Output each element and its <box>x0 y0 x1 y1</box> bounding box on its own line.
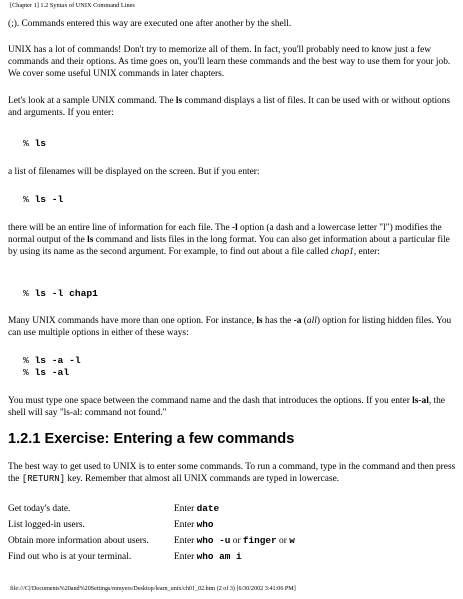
table-row <box>8 503 295 519</box>
page-footer: file:///C|/Documents%20and%20Settings/mmyers/Desktop/learn_unix/ch01_02.htm (2 of 3) [6/30/2002 3:41:06 PM] <box>10 586 296 592</box>
prompt: % <box>23 194 29 205</box>
or-label: or <box>279 536 287 546</box>
task-cell: Find out who is at your terminal. <box>8 552 132 562</box>
p5-text-b: has the <box>262 316 294 326</box>
command-cell <box>174 503 295 519</box>
p2-text-b: command displays a list of files. It can be used with or without options and arguments. If you enter: <box>8 96 451 119</box>
paragraph-0 <box>8 18 460 30</box>
prompt: % <box>23 138 29 149</box>
paragraph-7 <box>8 461 460 485</box>
paragraph-1: UNIX has a lot of commands! Don't try to memorize all of them. In fact, you'll probably need to know just a few commands and their options. As time goes on, you'll learn these commands and the best way to use them for your job. We cover some useful UNIX commands in later chapters. <box>8 45 451 80</box>
command-cell <box>174 519 295 535</box>
p5-text-c: ( <box>301 316 307 326</box>
code-ls-l-chap1 <box>23 288 98 300</box>
code-ls <box>23 138 46 150</box>
prompt: % <box>23 367 29 378</box>
prompt: % <box>23 288 29 299</box>
p4-cmd: ls <box>87 235 94 246</box>
p6-text-a: You must type one space between the command name and the dash that introduces the options. If you enter <box>8 396 413 406</box>
table-row <box>8 551 295 567</box>
code-command: ls -l chap1 <box>34 288 98 299</box>
p4-text-a: there will be an entire line of information for each file. The <box>8 223 232 233</box>
section-title: 1.2.1 Exercise: Entering a few commands <box>8 431 295 447</box>
command: date <box>196 503 220 514</box>
command: who -u <box>196 535 231 546</box>
table-row <box>8 535 295 551</box>
enter-label: Enter <box>174 520 195 530</box>
paragraph-2 <box>8 95 460 119</box>
code-ls-al <box>23 367 69 379</box>
p6-cmd: ls-al <box>412 396 429 406</box>
code-command: ls -l <box>34 194 64 205</box>
p0-text: (;). Commands entered this way are executed one after another by the shell. <box>8 19 292 29</box>
return-key: [RETURN] <box>21 474 66 485</box>
p2-text-a: Let's look at a sample UNIX command. The <box>8 96 176 106</box>
p4-filename: chap1 <box>330 247 354 258</box>
task-cell: Get today's date. <box>8 504 71 514</box>
p2-cmd: ls <box>175 96 183 106</box>
table-row <box>8 519 295 535</box>
command-alt: finger <box>242 535 277 546</box>
command-cell <box>174 535 295 551</box>
prompt: % <box>23 355 29 366</box>
command: who <box>196 519 214 530</box>
p4-text-b: option (a dash and a lowercase letter "l") modifies the normal output of the <box>8 223 442 246</box>
p5-option: -a <box>293 316 302 326</box>
task-cell: Obtain more information about users. <box>8 536 149 546</box>
p5-text-d: ) option for listing hidden files. You can use multiple options in either of these ways: <box>8 316 452 339</box>
code-ls-l <box>23 194 63 206</box>
command-cell <box>174 551 295 567</box>
paragraph-4 <box>8 222 460 259</box>
command-alt: w <box>289 535 295 546</box>
command: who am i <box>196 551 242 562</box>
code-command: ls -a -l <box>34 355 81 366</box>
p7-text-a: The best way to get used to UNIX is to enter some commands. To run a command, type in the command and then press the <box>8 462 456 485</box>
enter-label: Enter <box>174 536 195 546</box>
paragraph-6 <box>8 395 460 419</box>
p5-cmd: ls <box>256 316 263 326</box>
p5-text-a: Many UNIX commands have more than one option. For instance, <box>8 316 257 326</box>
task-cell: List logged-in users. <box>8 520 85 530</box>
code-command: ls -al <box>34 367 70 378</box>
paragraph-3: a list of filenames will be displayed on the screen. But if you enter: <box>8 167 260 177</box>
or-label: or <box>232 536 241 546</box>
paragraph-5 <box>8 315 460 339</box>
code-ls-a-l <box>23 355 81 367</box>
p4-option: -l <box>231 223 238 233</box>
p7-text-b: key. Remember that almost all UNIX commands are typed in lowercase. <box>65 474 340 485</box>
p4-text-d: , enter: <box>353 247 380 258</box>
p6-text-b: , the shell will say "ls-al: command not found." <box>8 396 445 419</box>
enter-label: Enter <box>174 552 195 562</box>
p4-text-c: command and lists files in the long format. You can also get information about a particular file by using its name as the second argument. For example, to find out about a file called <box>8 235 450 258</box>
code-command: ls <box>34 138 47 149</box>
enter-label: Enter <box>174 504 195 514</box>
exercise-table <box>8 503 295 567</box>
p5-all: all <box>306 316 317 326</box>
page-header: [Chapter 1] 1.2 Syntax of UNIX Command Lines <box>10 2 135 9</box>
